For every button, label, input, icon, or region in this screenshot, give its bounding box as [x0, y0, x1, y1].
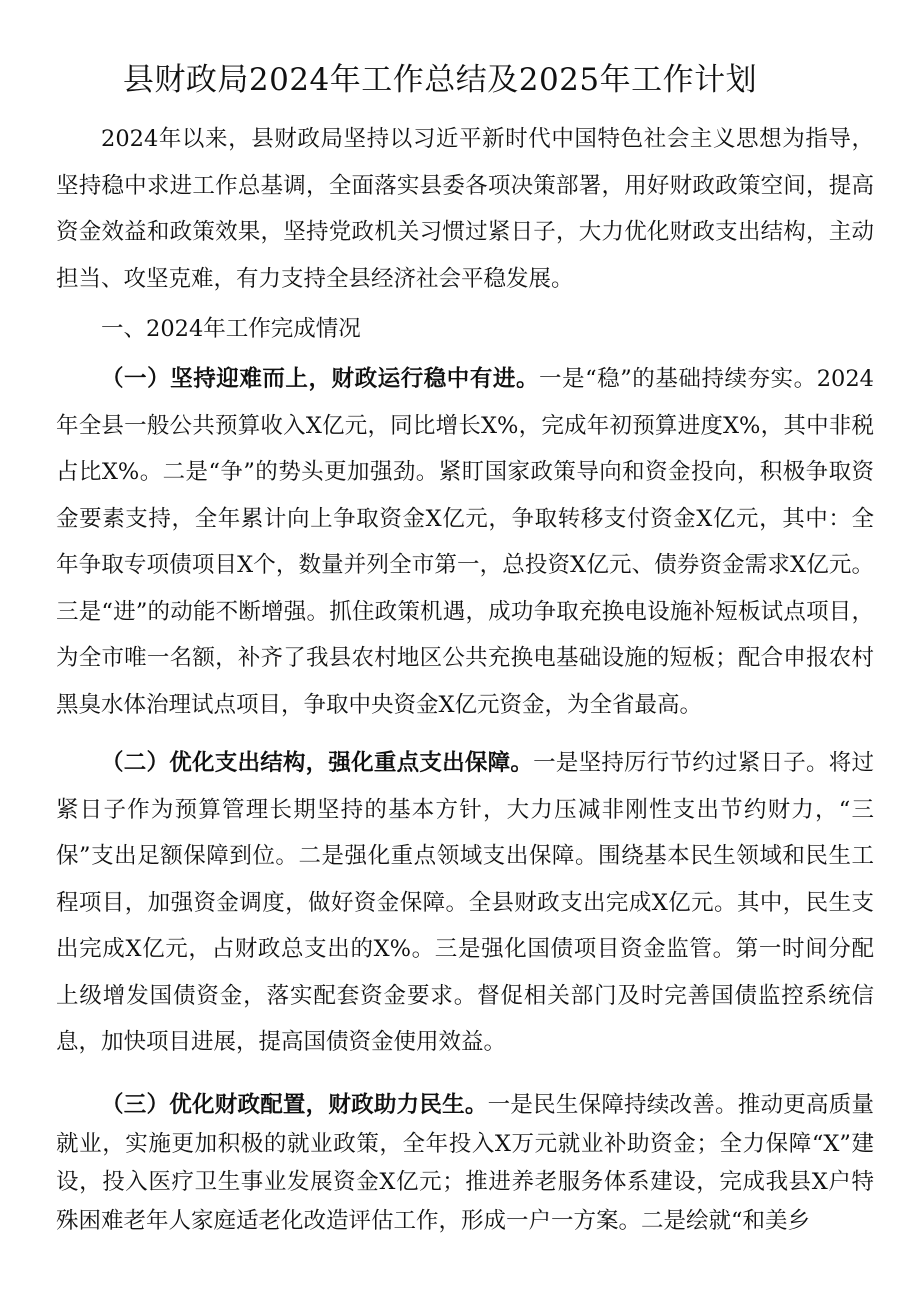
intro-paragraph: 2024年以来，县财政局坚持以习近平新时代中国特色社会主义思想为指导，坚持稳中求进工作总基调，全面落实县委各项决策部署，用好财政政策空间，提高资金效益和政策效果，坚持党政机关习惯过紧日子，大力优化财政支出结构，主动担当、攻坚克难，有力支持全县经济社会平稳发展。	[56, 126, 874, 292]
document-title: 县财政局2024年工作总结及2025年工作计划	[122, 62, 758, 98]
section-heading-2024-work: 一、2024年工作完成情况	[101, 316, 361, 342]
subsection-2-paragraph	[56, 740, 874, 1066]
subsection-2-heading: （二）优化支出结构，强化重点支出保障。	[101, 750, 534, 776]
subsection-3-body: 一是民生保障持续改善。推动更高质量就业，实施更加积极的就业政策，全年投入X万元就业补助资金；全力保障“X”建设，投入医疗卫生事业发展资金X亿元；推进养老服务体系建设，完成我县X户特殊困难老年人家庭适老化改造评估工作，形成一户一方案。二是绘就“和美乡	[56, 1092, 874, 1234]
subsection-1-body: 一是“稳”的基础持续夯实。2024年全县一般公共预算收入X亿元，同比增长X%，完成年初预算进度X%，其中非税占比X%。二是“争”的势头更加强劲。紧盯国家政策导向和资金投向，积极争取资金要素支持，全年累计向上争取资金X亿元，争取转移支付资金X亿元，其中：全年争取专项债项目X个，数量并列全市第一，总投资X亿元、债券资金需求X亿元。三是“进”的动能不断增强。抓住政策机遇，成功争取充换电设施补短板试点项目，为全市唯一名额，补齐了我县农村地区公共充换电基础设施的短板；配合申报农村黑臭水体治理试点项目，争取中央资金X亿元资金，为全省最高。	[56, 366, 874, 718]
subsection-3-heading: （三）优化财政配置，财政助力民生。	[101, 1092, 488, 1118]
subsection-2-body: 一是坚持厉行节约过紧日子。将过紧日子作为预算管理长期坚持的基本方针，大力压减非刚性支出节约财力，“三保”支出足额保障到位。二是强化重点领域支出保障。围绕基本民生领域和民生工程项目，加强资金调度，做好资金保障。全县财政支出完成X亿元。其中，民生支出完成X亿元，占财政总支出的X%。三是强化国债项目资金监管。第一时间分配上级增发国债资金，落实配套资金要求。督促相关部门及时完善国债监控系统信息，加快项目进展，提高国债资金使用效益。	[56, 750, 874, 1055]
subsection-3-paragraph	[56, 1086, 874, 1240]
subsection-1-paragraph	[56, 356, 874, 728]
subsection-1-heading: （一）坚持迎难而上，财政运行稳中有进。	[101, 366, 540, 392]
